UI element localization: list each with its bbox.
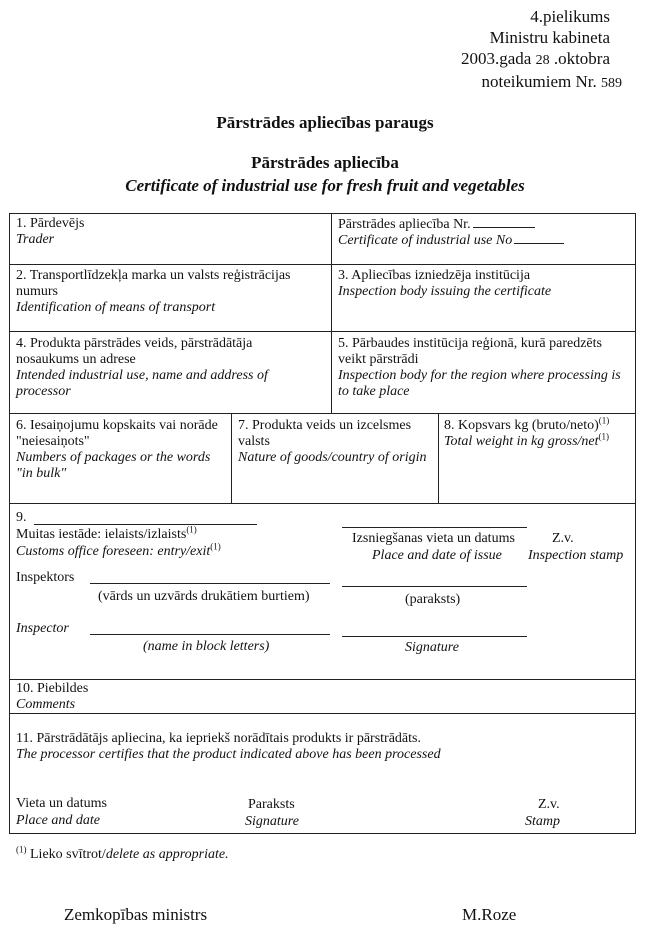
- processor-signature-lv: Paraksts: [248, 797, 295, 812]
- issue-place-lv: Izsniegšanas vieta un datums: [352, 531, 515, 546]
- processor-place-lv: Vieta un datums: [16, 796, 107, 811]
- stamp-label-en: Inspection stamp: [528, 548, 624, 563]
- issue-place-en: Place and date of issue: [372, 548, 502, 563]
- regulation-number: noteikumiem Nr. 589: [481, 72, 622, 91]
- footnote: $^{(1)}$ Lieko svītrot/delete as appropriate.: [16, 844, 229, 862]
- inspector-label-en: Inspector: [16, 621, 69, 636]
- regulation-date: 2003.gada 28 .oktobra: [460, 49, 610, 68]
- box-packages: 6. Iesaiņojumu kopskaits vai norāde "neiesaiņots" Numbers of packages or the words "in bulk": [16, 418, 218, 481]
- box9-top-line[interactable]: [34, 524, 257, 525]
- inspector-signature-caption-lv: (paraksts): [405, 592, 461, 607]
- rule-row6: [9, 713, 636, 714]
- box-certificate-number: Pārstrādes apliecība Nr. Certificate of industrial use No: [338, 217, 628, 249]
- box9-number: 9.: [16, 510, 27, 525]
- rule-row1: [9, 264, 636, 265]
- inspector-name-caption-en: (name in block letters): [143, 639, 270, 654]
- customs-office-en: Customs office foreseen: entry/exit$^{(1)}$: [16, 541, 221, 559]
- box-nature-of-goods: 7. Produkta veids un izcelsmes valsts Nature of goods/country of origin: [238, 418, 427, 465]
- processor-place-en: Place and date: [16, 813, 100, 828]
- rule-row4: [9, 503, 636, 504]
- box-regional-inspection: 5. Pārbaudes institūcija reģionā, kurā paredzēts veikt pārstrādi Inspection body for the region where processing is to take place: [338, 336, 621, 399]
- stamp-label-lv: Z.v.: [552, 531, 574, 546]
- box-transport: 2. Transportlīdzekļa marka un valsts reģistrācijas numurs Identification of means of transport: [16, 268, 291, 315]
- processor-signature-en: Signature: [245, 814, 299, 829]
- box-industrial-use: 4. Produkta pārstrādes veids, pārstrādātāja nosaukums un adrese Intended industrial use, name and address of processor: [16, 336, 268, 399]
- inspector-name-line[interactable]: [90, 583, 330, 584]
- box-total-weight: 8. Kopsvars kg (bruto/neto)$^{(1)}$ Total weight in kg gross/net$^{(1)}$: [444, 415, 610, 449]
- box-comments: 10. Piebildes Comments: [16, 681, 89, 712]
- rule-row2: [9, 331, 636, 332]
- annex-header: [460, 6, 622, 94]
- processor-stamp-en: Stamp: [525, 814, 560, 829]
- cabinet-name: Ministru kabineta: [489, 28, 610, 47]
- cert-number-en-blank[interactable]: [514, 243, 564, 244]
- inspector-name-caption-lv: (vārds un uzvārds drukātiem burtiem): [98, 589, 310, 604]
- rule-col-mid: [331, 213, 332, 413]
- certificate-title: Pārstrādes apliecība: [251, 153, 399, 172]
- cert-number-blank[interactable]: [473, 227, 535, 228]
- ministry-title: Zemkopības ministrs: [64, 905, 208, 924]
- box-trader: 1. Pārdevējs Trader: [16, 216, 85, 247]
- certificate-title-english: Certificate of industrial use for fresh fruit and vegetables: [125, 176, 525, 195]
- rule-col-7-8: [438, 413, 439, 503]
- box-issuing-body: 3. Apliecības izniedzēja institūcija Inspection body issuing the certificate: [338, 268, 552, 299]
- rule-col-6-7: [231, 413, 232, 503]
- rule-row3: [9, 413, 636, 414]
- sample-title: Pārstrādes apliecības paraugs: [216, 113, 434, 132]
- processor-stamp-lv: Z.v.: [538, 797, 560, 812]
- inspector-signature-line-en[interactable]: [342, 636, 527, 637]
- customs-office-lv: Muitas iestāde: ielaists/izlaists$^{(1)}$: [16, 524, 197, 542]
- rule-row5: [9, 679, 636, 680]
- inspector-label-lv: Inspektors: [16, 570, 75, 585]
- inspector-name-line-en[interactable]: [90, 634, 330, 635]
- inspector-signature-caption-en: Signature: [405, 640, 459, 655]
- box-processor-certification: 11. Pārstrādātājs apliecina, ka iepriekš norādītais produkts ir pārstrādāts. The processor certifies that the product indicated above has been processed: [16, 731, 441, 762]
- issue-place-line[interactable]: [342, 527, 527, 528]
- annex-number: 4.pielikums: [530, 7, 610, 26]
- inspector-signature-line[interactable]: [342, 586, 527, 587]
- minister-name: M.Roze: [462, 905, 517, 924]
